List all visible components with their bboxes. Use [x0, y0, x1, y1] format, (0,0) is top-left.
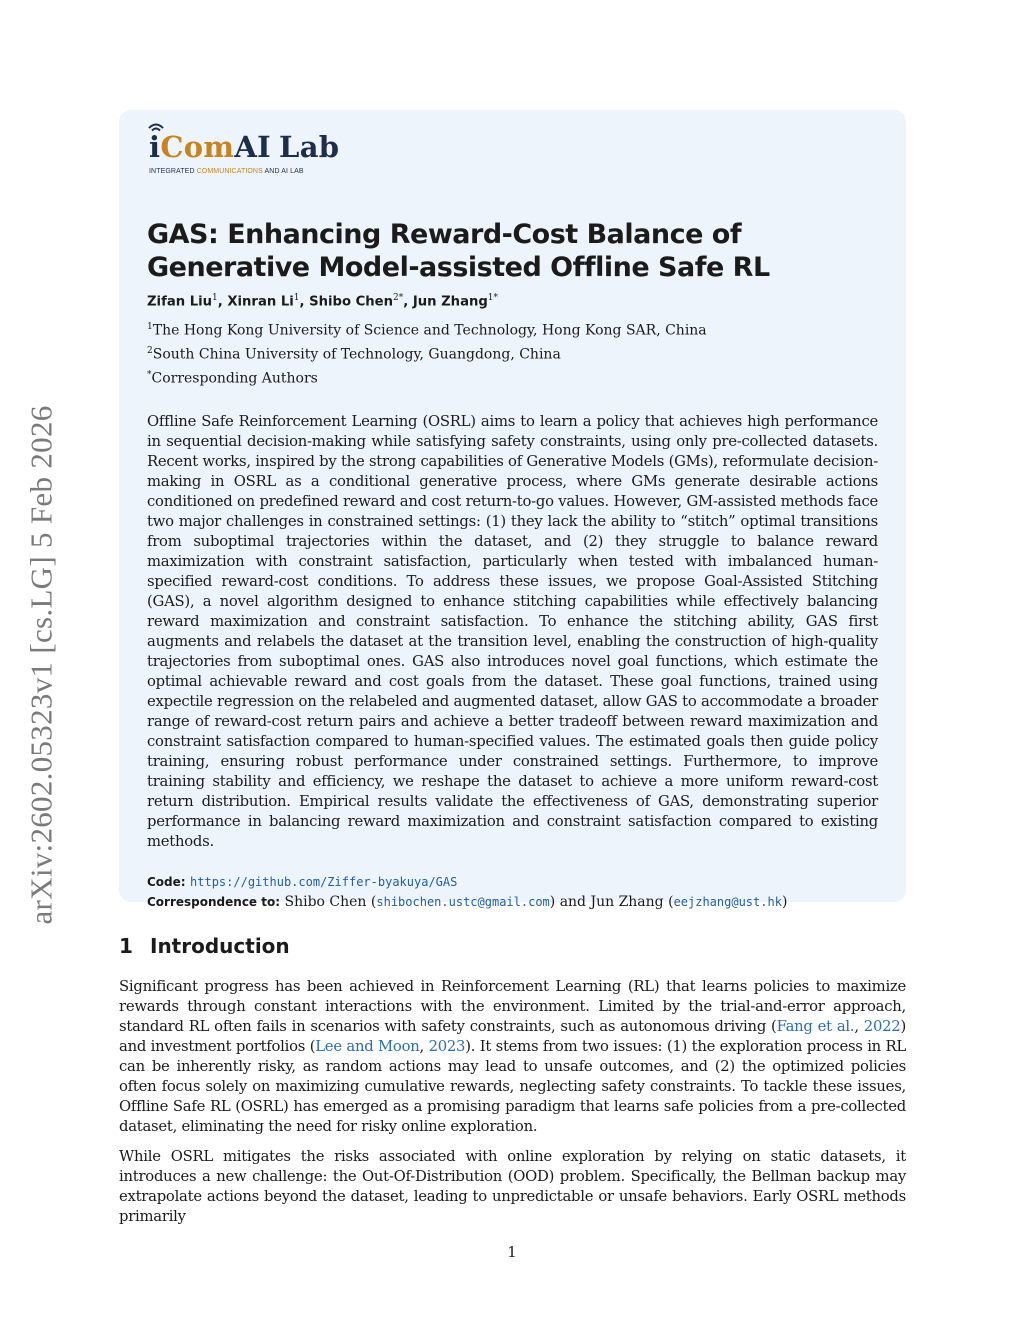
email-link[interactable]: eejzhang@ust.hk — [673, 895, 782, 910]
title-line-2: Generative Model-assisted Offline Safe RL — [147, 252, 770, 283]
abstract-box — [119, 110, 906, 911]
code-link[interactable]: https://github.com/Ziffer-byakuya/GAS — [190, 875, 458, 890]
citation-link[interactable]: Lee and Moon — [315, 1038, 420, 1055]
email-link[interactable]: shibochen.ustc@gmail.com — [376, 895, 550, 910]
author-list: Zifan Liu$^1$, Xinran Li$^1$, Shibo Chen$^{2*}$, Jun Zhang$^{1*}$ — [147, 293, 499, 310]
citation-link[interactable]: 2022 — [863, 1018, 901, 1035]
citation-link[interactable]: Fang et al. — [776, 1018, 855, 1035]
arxiv-stamp — [12, 380, 72, 950]
paper-title — [147, 218, 878, 284]
logo-tagline: INTEGRATED COMMUNICATIONS AND AI LAB — [149, 168, 304, 175]
paragraph: Significant progress has been achieved in Reinforcement Learning (RL) that learns policies to maximize rewards through constant interactions with the environment. Limited by the trial-and-error approach, standard RL often fails in scenarios with safety constraints, such as autonomous driving (Fang et al., 2022) and investment portfolios (Lee and Moon, 2023). It stems from two issues: (1) the exploration process in RL can be inherently risky, as random actions may lead to unsafe outcomes, and (2) the optimized policies often focus solely on maximizing cumulative rewards, neglecting safety constraints. To tackle these issues, Offline Safe RL (OSRL) has emerged as a promising paradigm that learns safe policies from a pre-collected dataset, eliminating the need for risky online exploration. — [119, 978, 906, 1135]
affiliation: $^2$South China University of Technology, Guangdong, China — [147, 346, 561, 363]
affiliation: *Corresponding Authors — [147, 369, 318, 387]
code-line: Code: https://github.com/Ziffer-byakuya/GAS — [147, 875, 458, 890]
affiliation: $^1$The Hong Kong University of Science and Technology, Hong Kong SAR, China — [147, 322, 707, 340]
page-number: 1 — [507, 1243, 517, 1261]
author: Shibo Chen — [309, 294, 393, 310]
section-body — [119, 977, 906, 1237]
citation-link[interactable]: 2023 — [428, 1038, 466, 1055]
title-line-1: GAS: Enhancing Reward-Cost Balance of — [147, 219, 742, 250]
section-heading: 1 Introduction — [119, 934, 290, 958]
abstract: Offline Safe Reinforcement Learning (OSRL) aims to learn a policy that achieves high performance in sequential decision-making while satisfying safety constraints, using only pre-collected datasets. Recent works, inspired by the strong capabilities of Generative Models (GMs), reformulate decision-making in OSRL as a conditional generative process, where GMs generate desirable actions conditioned on predefined reward and cost return-to-go values. However, GM-assisted methods face two major challenges in constrained settings: (1) they lack the ability to “stitch” optimal transitions from suboptimal trajectories within the dataset, and (2) they struggle to balance reward maximization with constraint satisfaction, particularly when tested with imbalanced human-specified reward-cost conditions. To address these issues, we propose Goal-Assisted Stitching (GAS), a novel algorithm designed to enhance stitching capabilities while effectively balancing reward maximization and constraint satisfaction. To enhance the stitching ability, GAS first augments and relabels the dataset at the transition level, enabling the construction of high-quality trajectories from suboptimal ones. GAS also introduces novel goal functions, which estimate the optimal achievable reward and cost goals from the dataset. These goal functions, trained using expectile regression on the relabeled and augmented dataset, allow GAS to accommodate a broader range of reward-cost return pairs and achieve a better tradeoff between reward maximization and constraint satisfaction compared to human-specified values. The estimated goals then guide policy training, ensuring robust performance under constrained settings. Furthermore, to improve training stability and efficiency, we reshape the dataset to achieve a more uniform reward-cost return distribution. Empirical results validate the effectiveness of GAS, demonstrating superior performance in balancing reward maximization and constraint satisfaction compared to existing methods. — [147, 413, 878, 851]
correspondence-line: Correspondence to: Shibo Chen (shibochen.ustc@gmail.com) and Jun Zhang (eejzhang@ust.hk) — [147, 894, 788, 911]
affiliations — [147, 317, 878, 388]
links — [147, 872, 878, 912]
author: Zifan Liu — [147, 294, 213, 310]
arxiv-id: arXiv:2602.05323v1 [cs.LG] 5 Feb 2026 — [24, 405, 59, 925]
paragraph: While OSRL mitigates the risks associated with online exploration by relying on static datasets, it introduces a new challenge: the Out-Of-Distribution (OOD) problem. Specifically, the Bellman backup may extrapolate actions beyond the dataset, leading to unpredictable or unsafe behaviors. Early OSRL methods primarily — [119, 1148, 906, 1225]
lab-logo — [147, 122, 878, 180]
author: Jun Zhang — [412, 294, 488, 310]
author: Xinran Li — [227, 294, 294, 310]
logo-wordmark: iComAI Lab — [149, 130, 340, 164]
